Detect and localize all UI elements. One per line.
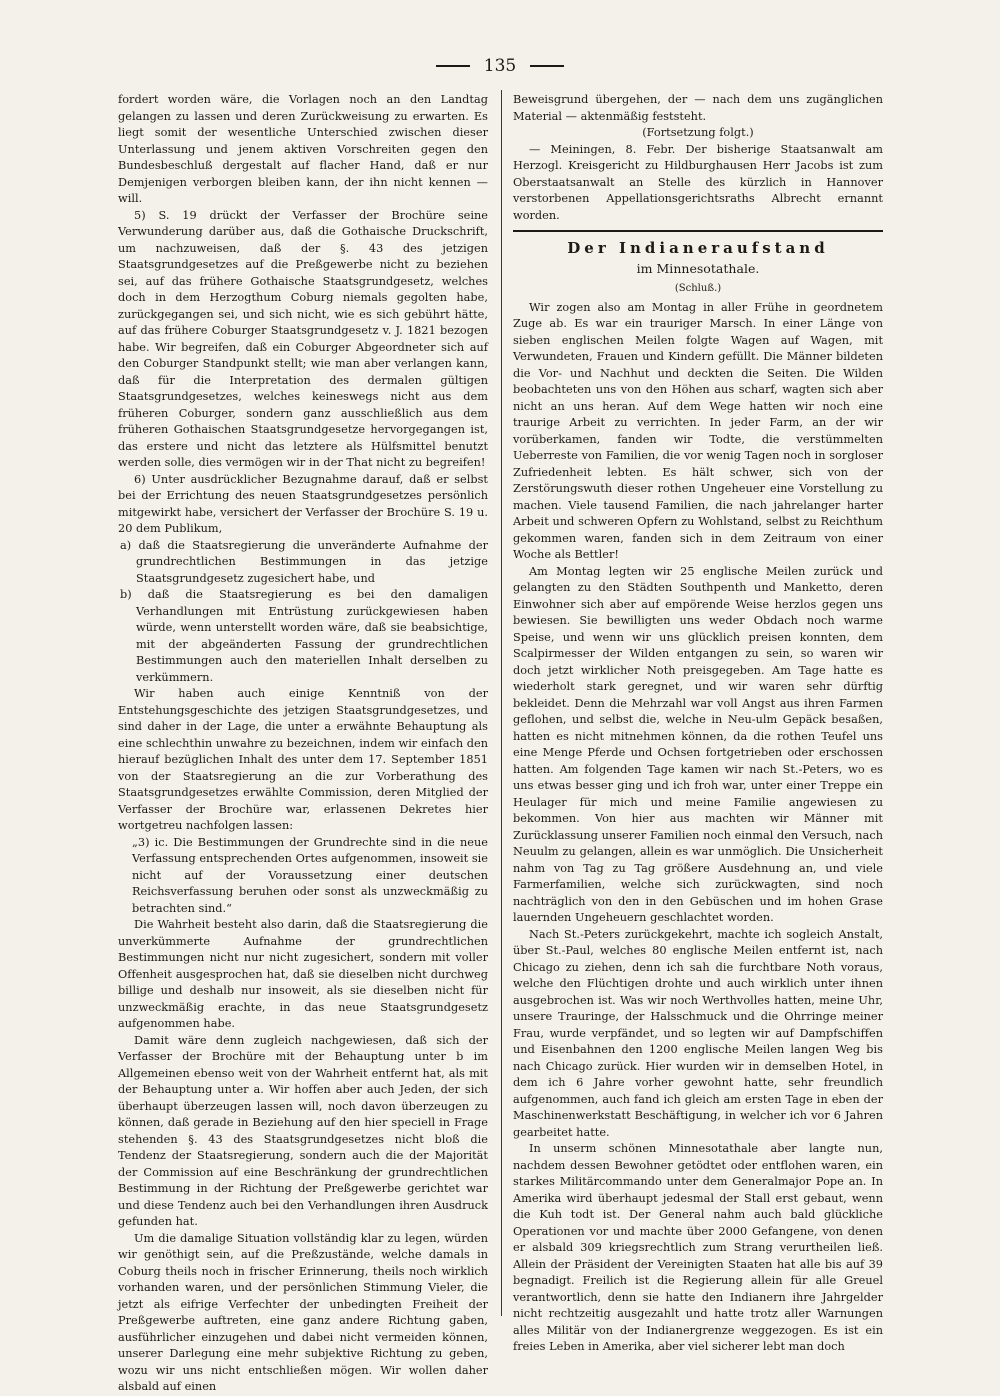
section-rule [513,230,883,232]
header-rule-right [530,65,564,67]
page-header [0,56,1000,76]
paragraph: Beweisgrund übergehen, der — nach dem uns zugänglichen Material — aktenmäßig feststeht. [513,93,883,123]
paragraph: Wir haben auch einige Kenntniß von der Entstehungsgeschichte des jetzigen Staatsgrundgesetzes, und sind daher in der Lage, die unter a erwähnte Behauptung als eine schlechthin unwahre zu bezeichnen, indem wir einfach den hierauf bezüglichen Inhalt des unter dem 17. September 1851 von der Staatsregierung an die zur Vorberathung des Staatsgrundgesetzes erwählte Commission, deren Mitglied der Verfasser der Brochüre war, erlassenen Dekretes hier wortgetreu nachfolgen lassen: [118,687,488,832]
paragraph: Wir zogen also am Montag in aller Frühe in geordnetem Zuge ab. Es war ein trauriger Marsch. In einer Länge von sieben englischen Meilen folgte Wagen auf Wagen, mit Verwundeten, Frauen und Kindern gefüllt. Die Männer bildeten die Vor- und Nachhut und deckten die Seiten. Die Wilden beobachteten uns von den Höhen aus scharf, wagten sich aber nicht an uns heran. Auf dem Wege hatten wir noch eine traurige Arbeit zu verrichten. In jeder Farm, an der wir vorüberkamen, fanden wir Todte, die verstümmelten Ueberreste von Familien, die vor wenig Tagen noch in sorgloser Zufriedenheit lebten. Es hält schwer, sich von der Zerstörungswuth dieser rothen Ungeheuer eine Vorstellung zu machen. Viele tausend Familien, die nach jahrelanger harter Arbeit und schweren Opfern zu Wohlstand, selbst zu Reichthum gekommen waren, fanden sich in dem Zeitraum von einer Woche als Bettler! [513,300,883,561]
article-subtitle: im Minnesotathale. [636,260,760,276]
column-divider [501,90,502,1316]
paragraph: Um die damalige Situation vollständig klar zu legen, würden wir genöthigt sein, auf die Preßzustände, welche damals in Coburg theils noch in frischer Erinnerung, theils noch wirklich vorhanden waren, und der persönlichen Stimmung Vieler, die jetzt als eifrige Verfechter der unbedingten Freiheit der Preßgewerbe auftreten, eine ganz andere Richtung gaben, ausführlicher einzugehen und dabei nicht vermeiden können, unserer Darlegung eine mehr subjektive Richtung zu geben, wozu wir uns nicht entschließen mögen. Wir wollen daher alsbald auf einen [118,1231,488,1393]
list-item-a: a) daß die Staatsregierung die unveränderte Aufnahme der grundrechtlichen Bestimmungen in das jetzige Staatsgrundgesetz zugesichert habe, und [120,538,488,585]
news-item-meiningen: — Meiningen, 8. Febr. Der bisherige Staatsanwalt am Herzogl. Kreisgericht zu Hildburghausen Herr Jacobs ist zum Oberstaatsanwalt an Stelle des kürzlich in Hannover verstorbenen Appellationsgerichtsraths Albrecht ernannt worden. [513,142,883,222]
paragraph: Die Wahrheit besteht also darin, daß die Staatsregierung die unverkümmerte Aufnahme der grundrechtlichen Bestimmungen nicht nur nicht zugesichert, sondern mit voller Offenheit ausgesprochen hat, daß sie dieselben nicht durchweg billige und deshalb nur insoweit, als sie dieselben nicht für unzweckmäßig erachte, in das neue Staatsgrundgesetz aufgenommen habe. [118,918,488,1030]
paragraph: fordert worden wäre, die Vorlagen noch an den Landtag gelangen zu lassen und deren Zurückweisung zu erwarten. Es liegt somit der wesentliche Unterschied zwischen dieser Unterlassung und jenem aktiven Vorschreiten gegen den Bundesbeschluß dergestalt auf flacher Hand, daß er nur Demjenigen verborgen bleiben kann, der ihn nicht kennen — will. [118,93,488,205]
article-title: Der Indianeraufstand [567,239,829,257]
paragraph: 5) S. 19 drückt der Verfasser der Brochüre seine Verwunderung darüber aus, daß die Gothaische Druckschrift, um nachzuweisen, daß der §. 43 des jetzigen Staatsgrundgesetzes auf die Preßgewerbe nicht zu beziehen sei, auf das frühere Gothaische Staatsgrundgesetz, welches doch in dem Herzogthum Coburg niemals gegolten habe, zurückgegangen sei, und sich nicht, wie es sich gebührt hätte, auf das frühere Coburger Staatsgrundgesetz v. J. 1821 bezogen habe. Wir begreifen, daß ein Coburger Abgeordneter sich auf den Coburger Standpunkt stellt; wie man aber verlangen kann, daß für die Interpretation des dermalen gültigen Staatsgrundgesetzes, welches keineswegs nicht aus dem früheren Coburger, sondern ganz ausschließlich aus dem früheren Gothaischen Staatsgrundgesetze hervorgegangen ist, das erstere und nicht das letztere als Hülfsmittel benutzt werden solle, dies vermögen wir in der That nicht zu begreifen! [118,208,488,469]
article-note: (Schluß.) [674,283,722,294]
left-column [118,92,488,1396]
quoted-decree: „3) ic. Die Bestimmungen der Grundrechte sind in die neue Verfassung entsprechenden Ortes aufgenommen, insoweit sie nicht auf der Voraussetzung einer deutschen Reichsverfassung beruhen oder sonst als unzweckmäßig zu betrachten sind.“ [132,835,488,915]
header-rule-left [436,65,470,67]
right-column [513,92,883,1356]
paragraph: 6) Unter ausdrücklicher Bezugnahme darauf, daß er selbst bei der Errichtung des neuen Staatsgrundgesetzes persönlich mitgewirkt habe, versichert der Verfasser der Brochüre S. 19 u. 20 dem Publikum, [118,472,488,535]
list-item-b: b) daß die Staatsregierung es bei den damaligen Verhandlungen mit Entrüstung zurückgewiesen haben würde, wenn unterstellt worden wäre, daß sie beabsichtige, mit der abgeänderten Fassung der grundrechtlichen Bestimmungen auch den materiellen Inhalt derselben zu verkümmern. [120,588,488,684]
paragraph: Nach St.-Peters zurückgekehrt, machte ich sogleich Anstalt, über St.-Paul, welches 80 englische Meilen entfernt ist, nach Chicago zu ziehen, denn ich sah die furchtbare Noth voraus, welche den Flüchtigen drohte und auch wirklich unter ihnen ausgebrochen ist. Was wir noch Werthvolles hatten, meine Uhr, unsere Trauringe, der Halsschmuck und die Ohrringe meiner Frau, wurde verpfändet, und so legten wir auf Dampfschiffen und Eisenbahnen den 1200 englische Meilen langen Weg bis nach Chicago zurück. Hier wurden wir in demselben Hotel, in dem ich 6 Jahre vorher gewohnt hatte, sehr freundlich aufgenommen, auch fand ich gleich am ersten Tage in eben der Maschinenwerkstatt Beschäftigung, in welcher ich vor 6 Jahren gearbeitet hatte. [513,927,883,1139]
page-number: 135 [483,56,517,76]
paragraph: Am Montag legten wir 25 englische Meilen zurück und gelangten zu den Städten Southpenth und Manketto, deren Einwohner sich aber auf empörende Weise herzlos gegen uns bewiesen. Sie bewilligten uns weder Obdach noch warme Speise, und wenn wir uns glücklich preisen konnten, dem Scalpirmesser der Wilden entgangen zu sein, so waren wir doch jetzt wirklicher Noth preisgegeben. Am Tage hatte es wiederholt stark geregnet, und wir waren sehr dürftig bekleidet. Denn die Mehrzahl war voll Angst aus ihren Farmen geflohen, und selbst die, welche in Neu-ulm Gepäck besaßen, hatten es nicht mitnehmen können, da die rothen Teufel uns eine Menge Pferde und Ochsen fortgetrieben oder erschossen hatten. Am folgenden Tage kamen wir nach St.-Peters, wo es uns etwas besser ging und ich froh war, unter einer Treppe ein Heulager für mich und meine Familie angewiesen zu bekommen. Von hier aus machten wir Männer mit Zurücklassung unserer Familien noch einmal den Versuch, nach Neuulm zu gelangen, allein es war unmöglich. Die Unsicherheit nahm von Tag zu Tag größere Ausdehnung an, und viele Farmerfamilien, welche sich zurückwagten, sind noch nachträglich von den in den Gebüschen und im hohen Grase lauernden Ungeheuern geschlachtet worden. [513,564,883,924]
paragraph: In unserm schönen Minnesotathale aber langte nun, nachdem dessen Bewohner getödtet oder entflohen waren, ein starkes Militärcommando unter dem Generalmajor Pope an. In Amerika wird überhaupt jedesmal der Stall erst gebaut, wenn die Kuh todt ist. Der General nahm auch bald glückliche Operationen vor und machte über 2000 Gefangene, von denen er alsbald 309 kriegsrechtlich zum Strang verurtheilen ließ. Allein der Präsident der Vereinigten Staaten hat alle bis auf 39 begnadigt. Freilich ist die Regierung allein für alle Greuel verantwortlich, denn sie hatte den Indianern ihre Jahrgelder nicht rechtzeitig ausgezahlt und hatte trotz aller Warnungen alles Militär von der Indianergrenze weggezogen. Es ist ein freies Leben in Amerika, aber viel sicherer lebt man doch [513,1142,883,1353]
continuation-note: (Fortsetzung folgt.) [642,126,754,139]
paragraph: Damit wäre denn zugleich nachgewiesen, daß sich der Verfasser der Brochüre mit der Behauptung unter b im Allgemeinen ebenso weit von der Wahrheit entfernt hat, als mit der Behauptung unter a. Wir hoffen aber auch Jeden, der sich überhaupt überzeugen lassen will, noch davon überzeugen zu können, daß gerade in Beziehung auf den hier speciell in Frage stehenden §. 43 des Staatsgrundgesetzes nicht bloß die Tendenz der Staatsregierung, sondern auch die der Majorität der Commission auf eine Beschränkung der grundrechtlichen Bestimmung in der Richtung der Preßgewerbe gerichtet war und diese Tendenz auch bei den Verhandlungen ihren Ausdruck gefunden hat. [118,1033,488,1228]
